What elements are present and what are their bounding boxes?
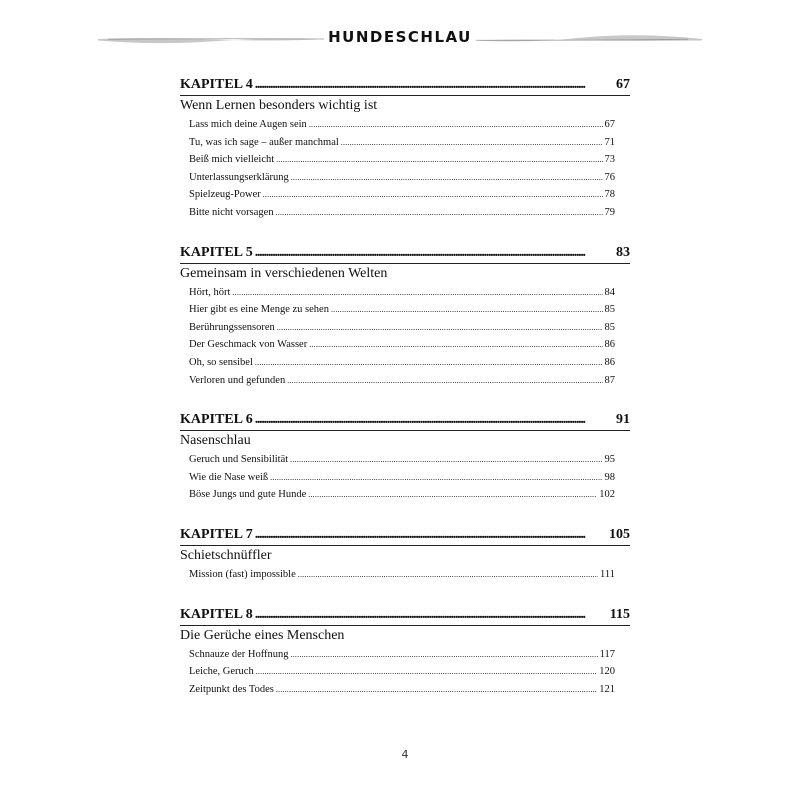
toc-entry[interactable] (180, 204, 630, 222)
chapter-8 (180, 606, 630, 699)
chapter-subtitle: Nasenschlau (180, 433, 251, 449)
page-number: 4 (401, 748, 409, 761)
dot-leader (309, 336, 602, 354)
entry-title: Leiche, Geruch (189, 666, 254, 678)
dot-leader (255, 606, 608, 624)
chapter-label: KAPITEL 4 (180, 77, 253, 92)
toc-entry[interactable] (180, 663, 630, 681)
entry-page: 120 (599, 666, 615, 678)
toc-entry[interactable] (180, 169, 630, 187)
entry-title: Spielzeug-Power (189, 189, 261, 201)
chapter-label: KAPITEL 5 (180, 244, 253, 260)
dot-leader (331, 301, 603, 319)
dot-leader (308, 486, 597, 504)
dot-leader (291, 646, 598, 664)
section-spacer (180, 389, 630, 411)
toc-entry[interactable] (180, 336, 630, 354)
chapter-7 (180, 526, 630, 584)
entry-page: 71 (604, 136, 615, 148)
entry-page: 76 (604, 171, 615, 183)
entry-page: 86 (604, 356, 615, 368)
chapter-subtitle: Gemeinsam in verschiedenen Welten (180, 265, 388, 281)
toc-entry[interactable] (180, 186, 630, 204)
entry-title: Der Geschmack von Wasser (189, 339, 308, 351)
entry-page: 111 (600, 568, 615, 580)
table-of-contents (180, 76, 630, 698)
toc-entry[interactable] (180, 646, 630, 664)
entry-title: Mission (fast) impossible (189, 568, 296, 580)
section-spacer (180, 504, 630, 526)
chapter-page: 67 (616, 77, 630, 92)
entry-title: Böse Jungs und gute Hunde (189, 489, 307, 501)
dot-leader (277, 319, 603, 337)
entry-title: Geruch und Sensibilität (189, 454, 289, 466)
entry-page: 78 (604, 189, 615, 201)
chapter-heading[interactable] (180, 606, 630, 624)
entry-title: Hier gibt es eine Menge zu sehen (189, 304, 329, 316)
entry-page: 87 (604, 374, 615, 386)
dot-leader (276, 204, 603, 222)
entry-page: 86 (604, 339, 615, 351)
section-spacer (180, 584, 630, 606)
entry-title: Oh, so sensibel (189, 356, 253, 368)
toc-entry[interactable] (180, 372, 630, 390)
chapter-heading[interactable] (180, 411, 630, 429)
toc-entry[interactable] (180, 469, 630, 487)
entry-title: Verloren und gefunden (189, 374, 286, 386)
entry-title: Zeitpunkt des Todes (189, 683, 274, 695)
dot-leader (270, 469, 602, 487)
entry-page: 85 (604, 304, 615, 316)
chapter-heading[interactable] (180, 526, 630, 544)
toc-entry[interactable] (180, 284, 630, 302)
entry-page: 102 (599, 489, 615, 501)
dot-leader (291, 169, 603, 187)
entry-page: 73 (604, 154, 615, 166)
toc-entry[interactable] (180, 134, 630, 152)
toc-entry[interactable] (180, 681, 630, 699)
entry-title: Wie die Nase weiß (189, 471, 269, 483)
chapter-heading[interactable] (180, 244, 630, 262)
entry-page: 98 (604, 471, 615, 483)
dot-leader (341, 134, 603, 152)
chapter-6 (180, 411, 630, 504)
chapter-4 (180, 76, 630, 222)
dot-leader (255, 354, 603, 372)
entry-title: Lass mich deine Augen sein (189, 119, 307, 130)
toc-entry[interactable] (180, 319, 630, 337)
chapter-page: 91 (616, 412, 630, 428)
toc-entry[interactable] (180, 116, 630, 134)
dot-leader (255, 411, 614, 429)
dot-leader (287, 372, 602, 390)
entry-page: 121 (599, 683, 615, 695)
running-header (0, 28, 800, 46)
dot-leader (276, 681, 597, 699)
toc-entry[interactable] (180, 354, 630, 372)
chapter-page: 115 (609, 606, 630, 622)
running-header-text: HUNDESCHLAU (324, 28, 476, 46)
section-spacer (180, 222, 630, 244)
dot-leader (255, 244, 614, 262)
entry-page: 95 (604, 454, 615, 466)
toc-entry[interactable] (180, 451, 630, 469)
dot-leader (232, 284, 602, 302)
entry-title: Unterlassungserklärung (189, 171, 289, 183)
entry-title: Tu, was ich sage – außer manchmal (189, 136, 339, 148)
dot-leader (290, 451, 602, 469)
entry-page: 84 (604, 286, 615, 298)
dot-leader (276, 151, 602, 169)
chapter-label: KAPITEL 7 (180, 526, 253, 542)
entry-page: 79 (604, 206, 615, 218)
entry-page: 85 (604, 321, 615, 333)
chapter-page: 105 (609, 526, 630, 542)
dot-leader (255, 526, 607, 544)
dot-leader (255, 76, 614, 94)
chapter-subtitle: Die Gerüche eines Menschen (180, 627, 345, 643)
entry-page: 117 (599, 648, 615, 660)
chapter-heading[interactable] (180, 76, 630, 94)
entry-title: Berührungssensoren (189, 321, 275, 333)
chapter-5 (180, 244, 630, 390)
chapter-page: 83 (616, 244, 630, 260)
toc-entry[interactable] (180, 486, 630, 504)
entry-title: Beiß mich vielleicht (189, 154, 275, 166)
dot-leader (263, 186, 603, 204)
toc-entry[interactable] (180, 151, 630, 169)
chapter-label: KAPITEL 8 (180, 606, 253, 622)
dot-leader (256, 663, 598, 681)
entry-page: 67 (604, 119, 615, 130)
dot-leader (298, 566, 598, 584)
chapter-subtitle: Wenn Lernen besonders wichtig ist (180, 98, 378, 113)
entry-title: Bitte nicht vorsagen (189, 206, 274, 218)
entry-title: Schnauze der Hoffnung (189, 648, 289, 660)
toc-entry[interactable] (180, 566, 630, 584)
dot-leader (309, 116, 603, 134)
chapter-label: KAPITEL 6 (180, 412, 253, 428)
entry-title: Hört, hört (189, 286, 231, 298)
toc-entry[interactable] (180, 301, 630, 319)
chapter-subtitle: Schietschnüffler (180, 547, 272, 563)
